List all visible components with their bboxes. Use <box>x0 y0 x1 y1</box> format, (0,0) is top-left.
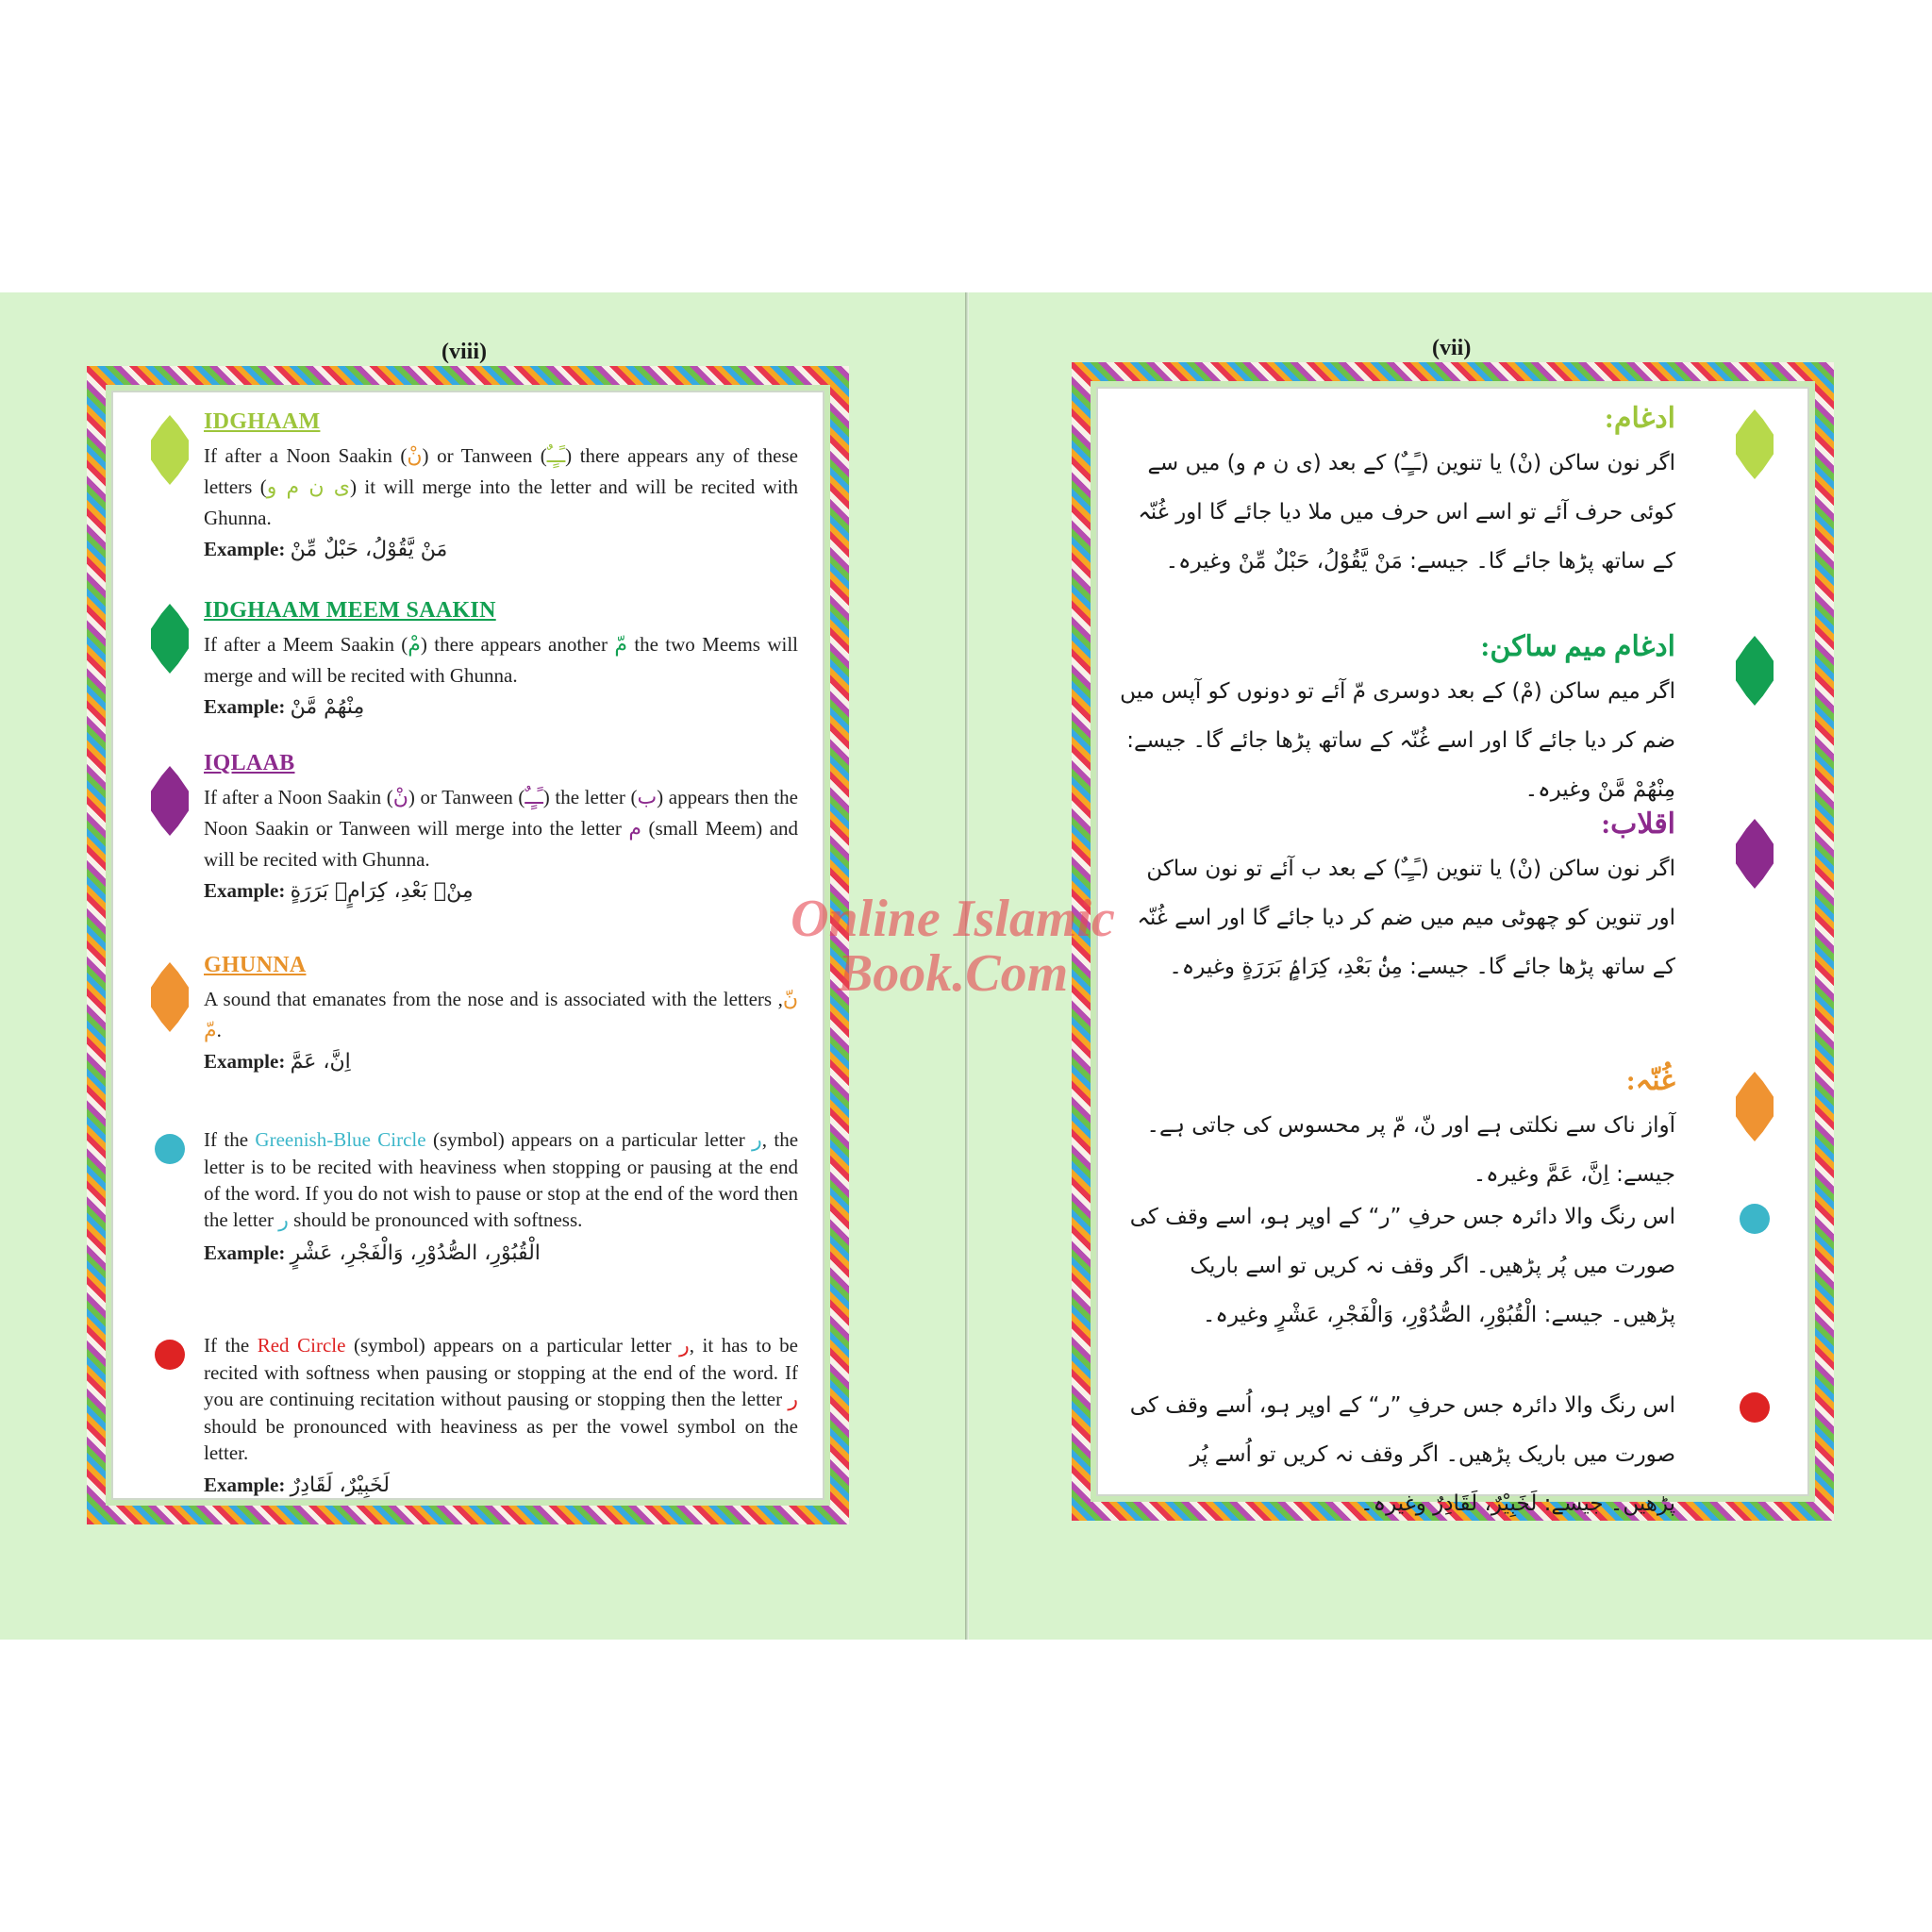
text-run: (small Meem) and will be recited with Ghunna. <box>204 817 799 871</box>
purple-rhombus-icon <box>1736 819 1774 889</box>
text-run: , <box>777 988 783 1010</box>
orange-rhombus-icon <box>1736 1072 1774 1141</box>
section-body <box>204 782 798 875</box>
arabic-run: ر <box>752 1128 762 1152</box>
text-run: . <box>216 1019 222 1041</box>
right-page-number: (vii) <box>1432 336 1472 360</box>
watermark <box>745 891 1160 1001</box>
purple-rhombus-icon <box>151 766 189 836</box>
arabic-run: مْ <box>408 633 421 657</box>
section-title: IDGHAAM <box>204 409 321 434</box>
arabic-run: مّ <box>204 1019 217 1042</box>
example-arabic: مِنْهُمْ مَّنْ <box>290 695 365 719</box>
section-body <box>204 629 798 691</box>
text-run: ) appears then the Noon Saakin or Tanween will merge into the letter <box>204 786 799 840</box>
dark-green-rhombus-icon <box>151 604 189 674</box>
example-line <box>204 538 798 561</box>
section-body: اس رنگ والا دائرہ جس حرفِ ”ر“ کے اوپر ہو، اُسے وقف کی صورت میں باریک پڑھیں۔ اگر وقف نہ کریں تو اُسے پُر پڑھیں۔ جیسے: لَخَبِيْرٌ، لَقَادِرٌ وغیرہ۔ <box>1129 1393 1675 1516</box>
section-title: غُنّہ: <box>1625 1065 1675 1096</box>
left-page-content <box>111 391 824 1500</box>
section-red-circle-urdu <box>1119 1381 1675 1528</box>
section-body: اگر نون ساکن (نْ) یا تنوین (ـًـٍـٌ) کے بعد (ی ن م و) میں سے کوئی حرف آئے تو اسے اس حرف میں ملا دیا جائے گا اور غُنّہ کے ساتھ پڑھا جائے گا۔ جیسے: مَنْ يَّقُوْلُ، حَبْلٌ مِّنْ وغیرہ۔ <box>1138 451 1675 574</box>
text-run: If after a Meem Saakin ( <box>204 633 408 656</box>
text-run: should be pronounced with softness. <box>293 1208 583 1231</box>
section-ghunna-urdu <box>1119 1064 1675 1199</box>
orange-rhombus-icon <box>151 962 189 1032</box>
text-run: ) or Tanween ( <box>422 444 547 467</box>
example-line <box>204 1050 798 1074</box>
example-label: Example: <box>204 879 286 902</box>
example-label: Example: <box>204 1241 286 1264</box>
section-title: ادغام میم ساکن: <box>1480 631 1675 662</box>
example-label: Example: <box>204 695 286 718</box>
section-title: GHUNNA <box>204 953 307 977</box>
section-body <box>204 1332 798 1466</box>
example-line <box>204 1474 798 1497</box>
right-page-frame <box>1072 362 1834 1521</box>
section-title: اقلاب: <box>1601 808 1675 840</box>
text-run: , the letter is to be recited with heaviness when stopping or pausing at the end of the word. If you do not wish to pause or stop at the end of the word then the letter <box>204 1128 799 1231</box>
example-arabic: الْقُبُوْرِ، الصُّدُوْرِ، وَالْفَجْرِ، عَشْرٍ <box>290 1241 541 1265</box>
text-run: (symbol) appears on a particular letter <box>353 1334 672 1357</box>
right-page-content <box>1096 387 1809 1516</box>
section-iqlaab <box>204 751 798 903</box>
section-iqlaab-urdu <box>1119 808 1675 991</box>
watermark-line: Book.Com <box>837 944 1069 1003</box>
text-run: the two Meems will merge and will be recited with Ghunna. <box>204 633 798 687</box>
arabic-run: ر <box>679 1334 690 1357</box>
left-page-number: (viii) <box>441 340 487 364</box>
red-circle-icon <box>1740 1392 1770 1423</box>
text-run: ) there appears any of these letters ( <box>204 444 798 498</box>
text-run: If after a Noon Saakin ( <box>204 444 408 467</box>
text-run: should be pronounced with heaviness as per the vowel symbol on the letter. <box>204 1415 798 1464</box>
text-run: If after a Noon Saakin ( <box>204 786 393 808</box>
section-idghaam-meem-saakin <box>204 598 798 719</box>
section-idghaam <box>204 409 798 561</box>
section-body: اگر نون ساکن (نْ) یا تنوین (ـًـٍـٌ) کے بعد ب آئے تو نون ساکن اور تنوین کو چھوٹی میم میں ضم کر دیا جائے گا اور اسے غُنّہ کے ساتھ پڑھا جائے گا۔ جیسے: مِنْۢ بَعْدِ، كِرَامٍۢ بَرَرَةٍ وغیرہ۔ <box>1137 857 1675 979</box>
section-idghaam-meem-urdu <box>1119 630 1675 814</box>
section-body: اس رنگ والا دائرہ جس حرفِ ”ر“ کے اوپر ہو، اسے وقف کی صورت میں پُر پڑھیں۔ اگر وقف نہ کریں تو اسے باریک پڑھیں۔ جیسے: الْقُبُوْرِ، الصُّدُوْرِ، وَالْفَجْرِ، عَشْرٍ وغیرہ۔ <box>1129 1205 1675 1327</box>
text-run: ) there appears another <box>420 633 608 656</box>
text-run: ) it will merge into the letter and will be recited with Ghunna. <box>204 475 798 529</box>
section-red-circle <box>204 1332 798 1497</box>
text-run: If the <box>204 1334 250 1357</box>
arabic-run: ـًـٍـٌ <box>546 444 566 468</box>
section-body: اگر میم ساکن (مْ) کے بعد دوسری مّ آئے تو دونوں کو آپس میں ضم کر دیا جائے گا اور اسے غُنّہ کے ساتھ پڑھا جائے گا۔ جیسے: مِنْهُمْ مَّنْ وغیرہ۔ <box>1120 679 1675 802</box>
section-blue-circle-urdu <box>1119 1192 1675 1340</box>
section-body: آواز ناک سے نکلتی ہے اور نّ، مّ پر محسوس کی جاتی ہے۔ جیسے: اِنَّ، عَمَّ وغیرہ۔ <box>1146 1113 1675 1187</box>
green-rhombus-icon <box>151 415 189 485</box>
section-idghaam-urdu <box>1119 402 1675 586</box>
watermark-line: Online Islamic <box>791 890 1115 948</box>
arabic-run: ر <box>278 1208 289 1232</box>
example-label: Example: <box>204 1474 286 1496</box>
example-line <box>204 879 798 903</box>
text-run: (symbol) appears on a particular letter <box>432 1128 745 1151</box>
section-title: IQLAAB <box>204 751 295 775</box>
section-body <box>204 984 798 1046</box>
text-run: If the <box>204 1128 249 1151</box>
red-circle-icon <box>155 1340 185 1370</box>
colored-term: Red Circle <box>257 1334 346 1357</box>
example-arabic: مِنْۢ بَعْدِ، كِرَامٍۢ بَرَرَةٍ <box>290 879 474 903</box>
text-run: A sound that emanates from the nose and is associated with the letters <box>204 988 773 1010</box>
example-line <box>204 695 798 719</box>
example-label: Example: <box>204 1050 286 1073</box>
blue-circle-icon <box>155 1134 185 1164</box>
dark-green-rhombus-icon <box>1736 636 1774 706</box>
example-arabic: لَخَبِيْرٌ، لَقَادِرٌ <box>290 1474 390 1497</box>
colored-term: Greenish-Blue Circle <box>255 1128 426 1151</box>
example-line <box>204 1241 798 1265</box>
arabic-run: ـًـٍـٌ <box>525 786 543 809</box>
arabic-run: ر <box>788 1388 798 1411</box>
section-title: IDGHAAM MEEM SAAKIN <box>204 598 496 623</box>
section-title: ادغام: <box>1604 403 1675 434</box>
green-rhombus-icon <box>1736 409 1774 479</box>
blue-circle-icon <box>1740 1204 1770 1234</box>
left-page-frame <box>87 366 849 1524</box>
text-run: , it has to be recited with softness when pausing or stopping at the end of the word. If you are continuing recitation without pausing or stopping then the letter <box>204 1334 798 1410</box>
arabic-run: نْ <box>392 786 408 809</box>
arabic-run: م <box>628 817 641 841</box>
section-ghunna <box>204 953 798 1074</box>
example-arabic: اِنَّ، عَمَّ <box>290 1050 351 1074</box>
arabic-run: ب <box>637 786 658 809</box>
section-blue-circle <box>204 1126 798 1265</box>
example-label: Example: <box>204 538 286 560</box>
arabic-run: مّ <box>614 633 627 657</box>
example-arabic: مَنْ يَّقُوْلُ، حَبْلٌ مِّنْ <box>290 538 448 561</box>
text-run: ) or Tanween ( <box>408 786 525 808</box>
arabic-run: نّ <box>782 988 798 1011</box>
section-body <box>204 1126 798 1234</box>
text-run: ) the letter ( <box>542 786 638 808</box>
arabic-run: ی ن م و <box>266 475 350 499</box>
arabic-run: نْ <box>407 444 423 468</box>
section-body <box>204 441 798 534</box>
